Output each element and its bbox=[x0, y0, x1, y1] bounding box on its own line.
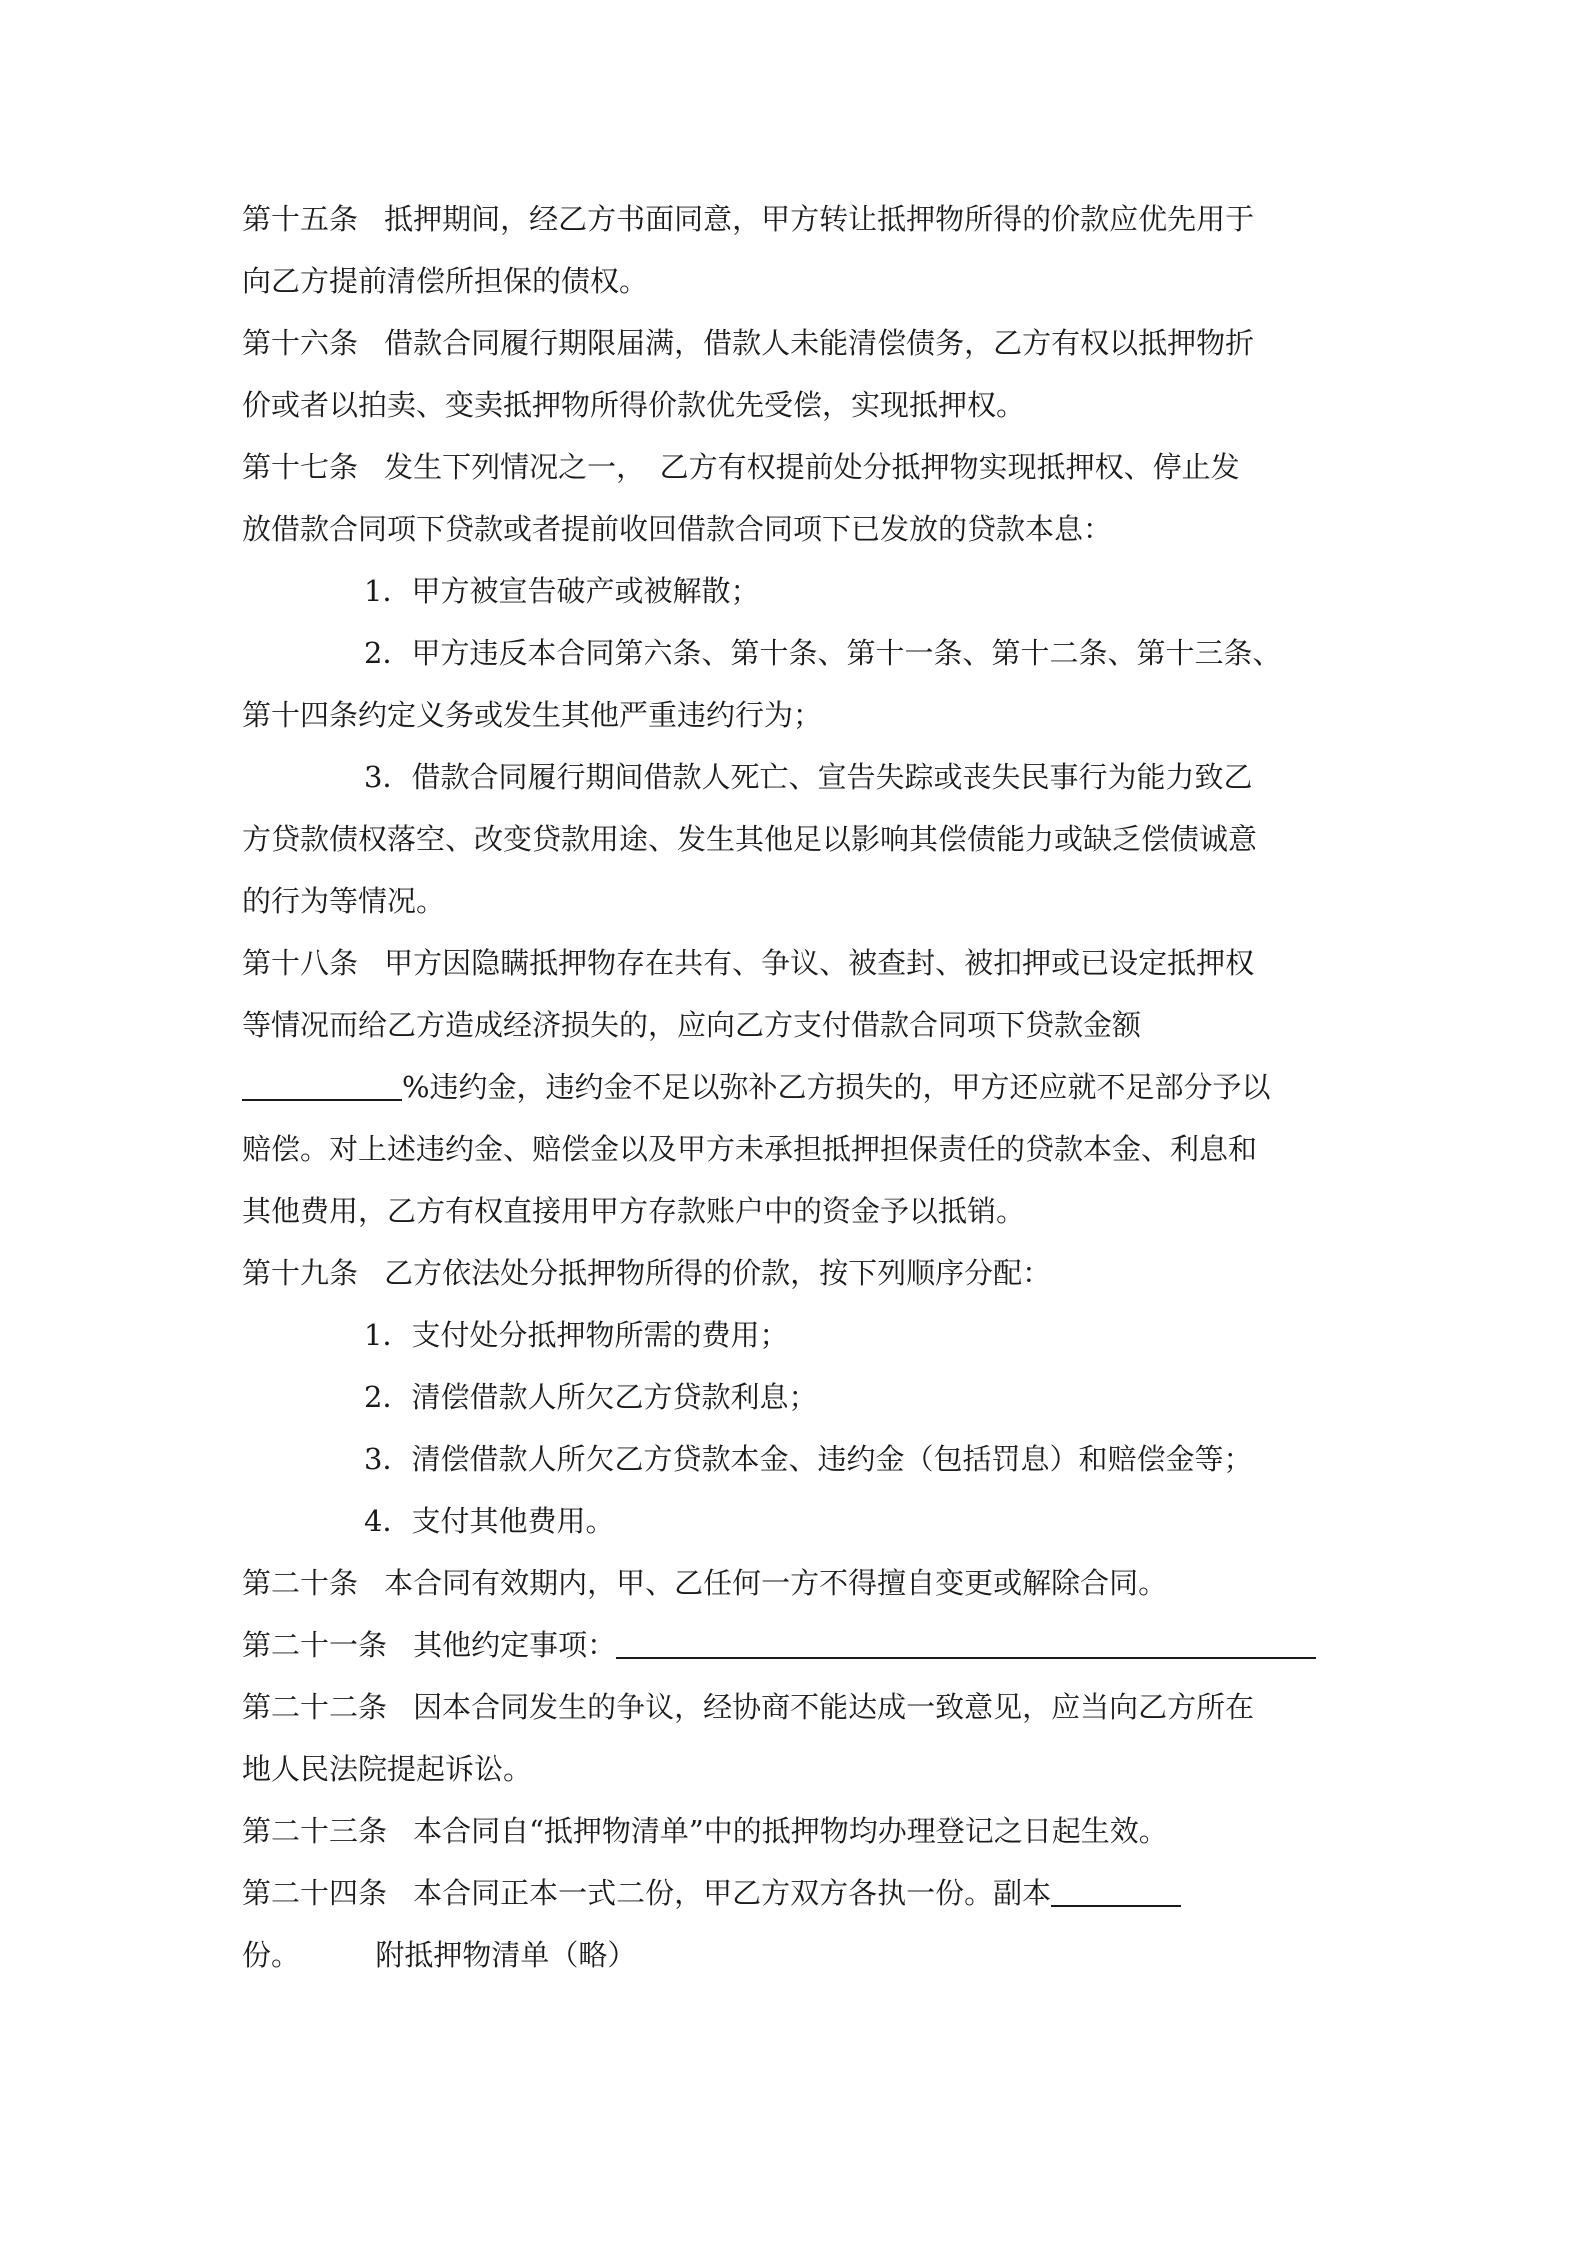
article-number: 第十六条 bbox=[242, 326, 359, 360]
article-15 bbox=[242, 188, 1352, 312]
article-17 bbox=[242, 436, 1352, 560]
article-number: 第十八条 bbox=[242, 946, 359, 980]
other-terms-blank[interactable] bbox=[616, 1627, 1316, 1659]
article-text: 放借款合同项下贷款或者提前收回借款合同项下已发放的贷款本息： bbox=[242, 512, 1113, 546]
list-item: 2．甲方违反本合同第六条、第十条、第十一条、第十二条、第十三条、 bbox=[364, 636, 1282, 670]
article-text: 等情况而给乙方造成经济损失的，应向乙方支付借款合同项下贷款金额 bbox=[242, 1008, 1142, 1042]
article-number: 第二十条 bbox=[242, 1566, 359, 1600]
article-text: 本合同有效期内，甲、乙任何一方不得擅自变更或解除合同。 bbox=[384, 1566, 1168, 1600]
article-text: 赔偿。对上述违约金、赔偿金以及甲方未承担抵押担保责任的贷款本金、利息和 bbox=[242, 1132, 1258, 1166]
list-item: 3．清偿借款人所欠乙方贷款本金、违约金（包括罚息）和赔偿金等； bbox=[364, 1442, 1253, 1476]
article-text: 其他费用，乙方有权直接用甲方存款账户中的资金予以抵销。 bbox=[242, 1194, 1026, 1228]
list-item: 1．甲方被宣告破产或被解散； bbox=[364, 574, 760, 608]
article-21 bbox=[242, 1614, 1352, 1676]
article-23 bbox=[242, 1800, 1352, 1862]
article-text: 甲方因隐瞒抵押物存在共有、争议、被查封、被扣押或已设定抵押权 bbox=[384, 946, 1255, 980]
article-number: 第二十一条 bbox=[242, 1628, 388, 1662]
article-19 bbox=[242, 1242, 1352, 1304]
article-number: 第二十四条 bbox=[242, 1876, 388, 1910]
article-number: 第十五条 bbox=[242, 202, 359, 236]
attachment-note: 附抵押物清单（略） bbox=[375, 1938, 637, 1972]
article-number: 第二十三条 bbox=[242, 1814, 388, 1848]
list-item: 3．借款合同履行期间借款人死亡、宣告失踪或丧失民事行为能力致乙 bbox=[364, 760, 1253, 794]
penalty-percent-blank[interactable] bbox=[242, 1069, 402, 1101]
contract-page bbox=[242, 188, 1352, 1986]
copies-count-blank[interactable] bbox=[1051, 1875, 1181, 1907]
article-text: 借款合同履行期限届满，借款人未能清偿债务，乙方有权以抵押物折 bbox=[384, 326, 1255, 360]
article-18 bbox=[242, 932, 1352, 1242]
article-text: 价或者以拍卖、变卖抵押物所得价款优先受偿，实现抵押权。 bbox=[242, 388, 1026, 422]
article-text: 地人民法院提起诉讼。 bbox=[242, 1752, 533, 1786]
article-text: 本合同自“抵押物清单”中的抵押物均办理登记之日起生效。 bbox=[413, 1814, 1168, 1848]
article-text: 抵押期间，经乙方书面同意，甲方转让抵押物所得的价款应优先用于 bbox=[384, 202, 1255, 236]
article-text: 乙方依法处分抵押物所得的价款，按下列顺序分配： bbox=[384, 1256, 1052, 1290]
article-text: 本合同正本一式二份，甲乙方双方各执一份。副本 bbox=[413, 1876, 1052, 1910]
article-22 bbox=[242, 1676, 1352, 1800]
article-24 bbox=[242, 1862, 1352, 1986]
article-16 bbox=[242, 312, 1352, 436]
article-number: 第十七条 bbox=[242, 450, 359, 484]
article-text: 向乙方提前清偿所担保的债权。 bbox=[242, 264, 649, 298]
list-item-continuation: 第十四条约定义务或发生其他严重违约行为； bbox=[242, 698, 823, 732]
article-text: %违约金，违约金不足以弥补乙方损失的，甲方还应就不足部分予以 bbox=[402, 1070, 1271, 1104]
list-item: 4．支付其他费用。 bbox=[364, 1504, 615, 1538]
article-text: 发生下列情况之一， 乙方有权提前处分抵押物实现抵押权、停止发 bbox=[384, 450, 1240, 484]
article-text: 其他约定事项： bbox=[413, 1628, 617, 1662]
list-item: 1．支付处分抵押物所需的费用； bbox=[364, 1318, 789, 1352]
article-20 bbox=[242, 1552, 1352, 1614]
article-text: 份。 bbox=[242, 1938, 301, 1972]
list-item: 2．清偿借款人所欠乙方贷款利息； bbox=[364, 1380, 818, 1414]
article-number: 第二十二条 bbox=[242, 1690, 388, 1724]
article-text: 因本合同发生的争议，经协商不能达成一致意见，应当向乙方所在 bbox=[413, 1690, 1255, 1724]
article-number: 第十九条 bbox=[242, 1256, 359, 1290]
list-item-continuation: 方贷款债权落空、改变贷款用途、发生其他足以影响其偿债能力或缺乏偿债诚意 的行为等情况。 bbox=[242, 822, 1258, 918]
